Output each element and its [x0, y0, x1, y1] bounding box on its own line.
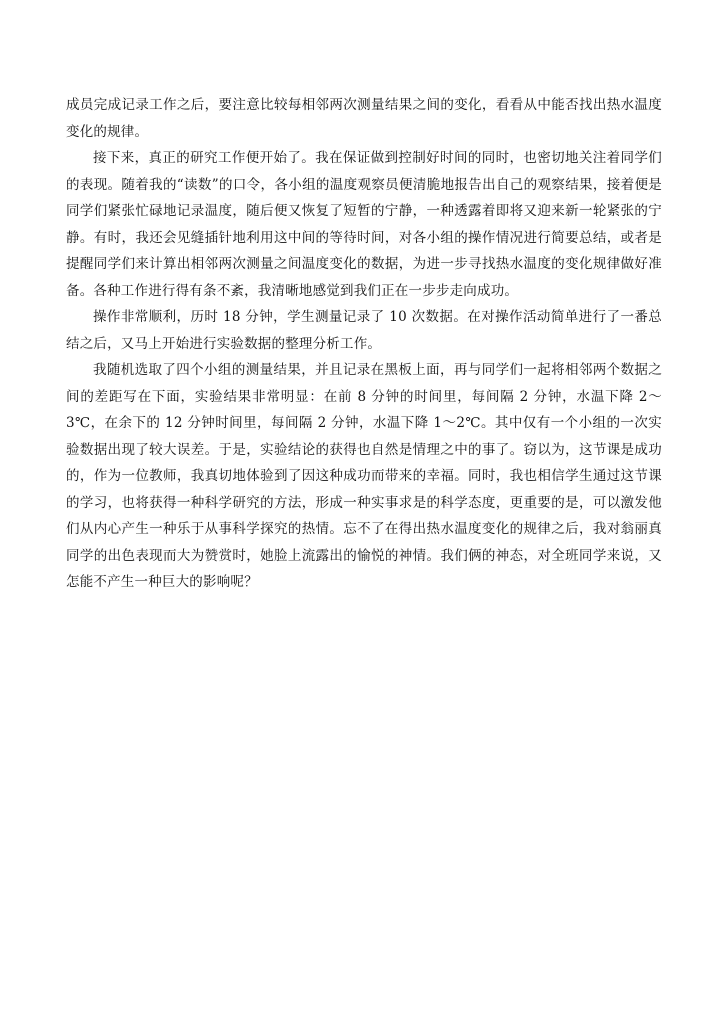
document-body — [66, 92, 662, 596]
paragraph-2: 接下来，真正的研究工作便开始了。我在保证做到控制好时间的同时，也密切地关注着同学们的表现。随着我的“读数”的口令，各小组的温度观察员便清脆地报告出自己的观察结果，接着便是同学们紧张忙碌地记录温度，随后便又恢复了短暂的宁静，一种透露着即将又迎来新一轮紧张的宁静。有时，我还会见缝插针地利用这中间的等待时间，对各小组的操作情况进行简要总结，或者是提醒同学们来计算出相邻两次测量之间温度变化的数据，为进一步寻找热水温度的变化规律做好准备。各种工作进行得有条不紊，我清晰地感觉到我们正在一步步走向成功。 — [66, 150, 662, 299]
paragraph-3: 操作非常顺利，历时 18 分钟，学生测量记录了 10 次数据。在对操作活动简单进行了一番总结之后，又马上开始进行实验数据的整理分析工作。 — [66, 309, 662, 352]
paragraph-1: 成员完成记录工作之后，要注意比较每相邻两次测量结果之间的变化，看看从中能否找出热水温度变化的规律。 — [66, 97, 662, 140]
paragraph-4: 我随机选取了四个小组的测量结果，并且记录在黑板上面，再与同学们一起将相邻两个数据之间的差距写在下面，实验结果非常明显：在前 8 分钟的时间里，每间隔 2 分钟，水温下降 2～3℃，在余下的 12 分钟时间里，每间隔 2 分钟，水温下降 1～2℃。其中仅有一个小组的一次实验数据出现了较大误差。于是，实验结论的获得也自然是情理之中的事了。窃以为，这节课是成功的，作为一位教师，我真切地体验到了因这种成功而带来的幸福。同时，我也相信学生通过这节课的学习，也将获得一种科学研究的方法，形成一种实事求是的科学态度，更重要的是，可以激发他们从内心产生一种乐于从事科学探究的热情。忘不了在得出热水温度变化的规律之后，我对翁丽真同学的出色表现而大为赞赏时，她脸上流露出的愉悦的神情。我们俩的神态，对全班同学来说，又怎能不产生一种巨大的影响呢？ — [66, 362, 662, 590]
